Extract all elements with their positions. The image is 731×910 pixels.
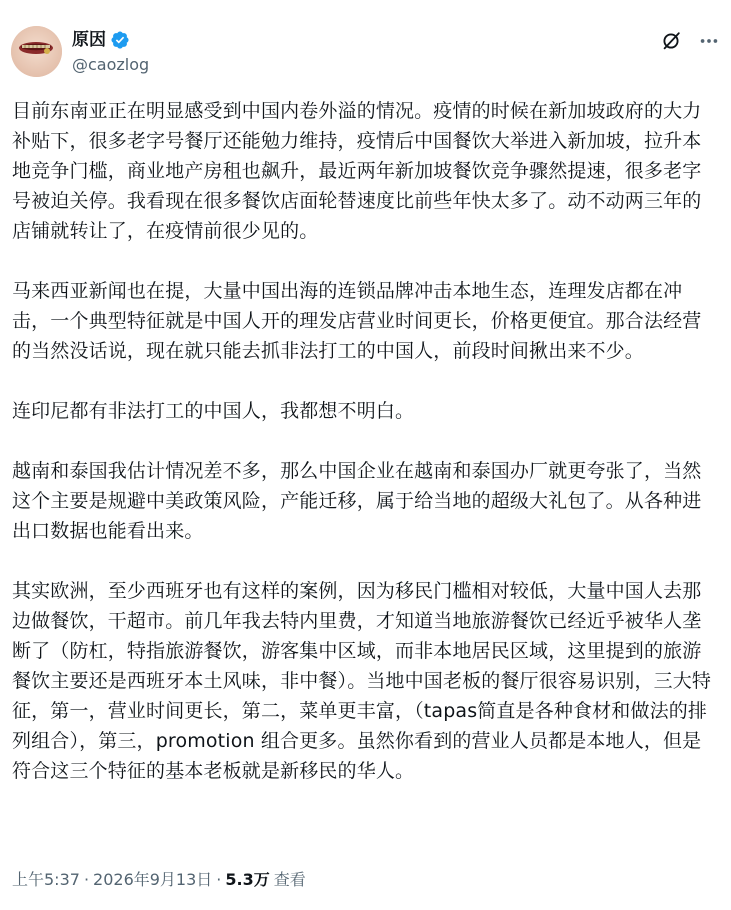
grok-icon[interactable] <box>660 30 682 52</box>
author-block <box>72 28 149 76</box>
header-actions <box>660 30 720 52</box>
tweet-paragraph: 越南和泰国我估计情况差不多，那么中国企业在越南和泰国办厂就更夸张了，当然这个主要是规避中美政策风险，产能迁移，属于给当地的超级大礼包了。从各种进出口数据也能看出来。 <box>12 460 702 542</box>
tweet-meta <box>12 868 306 892</box>
tweet-text <box>12 96 718 786</box>
meta-separator: · <box>216 870 222 889</box>
avatar[interactable] <box>11 26 62 77</box>
avatar-image <box>11 26 62 77</box>
verified-badge-icon[interactable] <box>110 30 130 50</box>
tweet-paragraph: 其实欧洲，至少西班牙也有这样的案例，因为移民门槛相对较低，大量中国人去那边做餐饮，干超市。前几年我去特内里费，才知道当地旅游餐饮已经近乎被华人垄断了（防杠，特指旅游餐饮，游客集中区域，而非本地居民区域，这里提到的旅游餐饮主要还是西班牙本土风味，非中餐）。当地中国老板的餐厅很容易识别，三大特征，第一，营业时间更长，第二，菜单更丰富，（tapas简直是各种食材和做法的排列组合），第三，promotion 组合更多。虽然你看到的营业人员都是本地人，但是符合这三个特征的基本老板就是新移民的华人。 <box>12 580 712 782</box>
meta-separator: · <box>83 870 90 889</box>
more-options-icon[interactable] <box>698 30 720 52</box>
tweet-date[interactable]: 2026年9月13日 <box>93 870 213 889</box>
tweet-time[interactable]: 上午5:37 <box>12 870 80 889</box>
tweet-paragraph: 连印尼都有非法打工的中国人，我都想不明白。 <box>12 400 415 422</box>
views-count[interactable]: 5.3万 <box>225 870 270 889</box>
display-name[interactable]: 原因 <box>72 30 106 50</box>
author-handle[interactable]: @caozlog <box>72 55 150 74</box>
display-name-row <box>72 28 149 52</box>
tweet-paragraph: 马来西亚新闻也在提，大量中国出海的连锁品牌冲击本地生态，连理发店都在冲击，一个典型特征就是中国人开的理发店营业时间更长，价格更便宜。那合法经营的当然没话说，现在就只能去抓非法打工的中国人，前段时间揪出来不少。 <box>12 280 702 362</box>
tweet-header <box>11 26 720 80</box>
views-label: 查看 <box>273 870 306 889</box>
tweet-paragraph: 目前东南亚正在明显感受到中国内卷外溢的情况。疫情的时候在新加坡政府的大力补贴下，很多老字号餐厅还能勉力维持，疫情后中国餐饮大举进入新加坡，拉升本地竞争门槛，商业地产房租也飙升，最近两年新加坡餐饮竞争骤然提速，很多老字号被迫关停。我看现在很多餐饮店面轮替速度比前些年快太多了。动不动两三年的店铺就转让了，在疫情前很少见的。 <box>12 100 702 242</box>
